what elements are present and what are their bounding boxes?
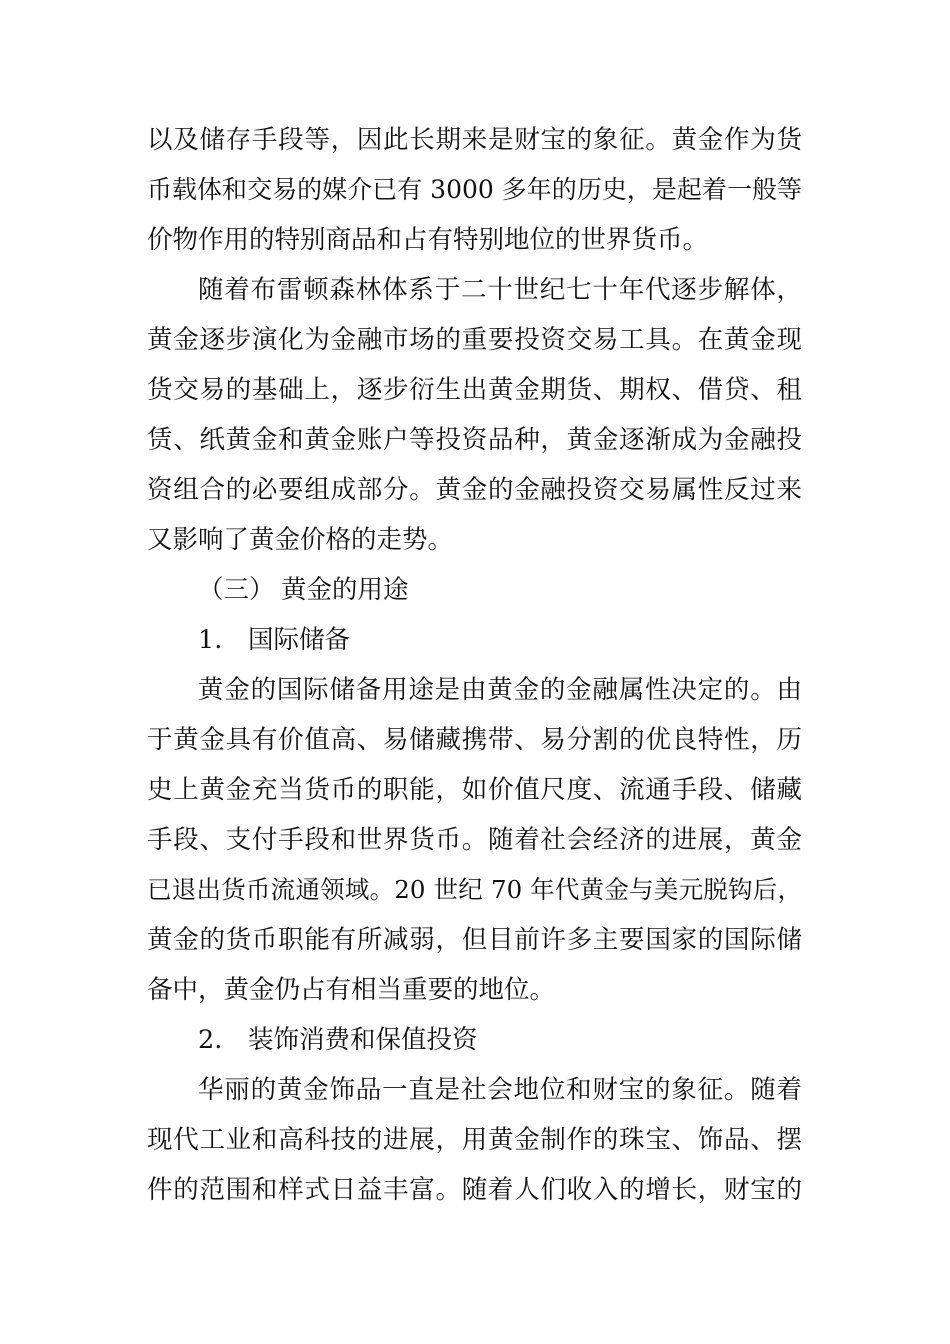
section-heading: [0, 565, 950, 615]
text-segment: 备中，黄金仍占有相当重要的地位。: [147, 975, 556, 1005]
text-segment: 随着布雷顿森林体系于二十世纪七十年代逐步解体，: [198, 275, 802, 305]
text-segment: 史上黄金充当货币的职能，如价值尺度、流通手段、储藏: [147, 775, 802, 805]
text-segment: 件的范围和样式日益丰富。随着人们收入的增长，财宝的: [147, 1175, 802, 1205]
body-text-line: [0, 1065, 950, 1115]
body-text-line: [0, 815, 950, 865]
text-segment: 于黄金具有价值高、易储藏携带、易分割的优良特性，历: [147, 725, 802, 755]
text-segment: 已退出货币流通领域。20 世纪 70 年代黄金与美元脱钩后，: [147, 875, 802, 904]
body-text-line: [0, 515, 950, 565]
subsection-title: 国际储备: [248, 625, 351, 655]
body-text-line: [0, 315, 950, 365]
text-segment: 黄金的货币职能有所减弱，但目前许多主要国家的国际储: [147, 925, 802, 955]
section-title: 黄金的用途: [281, 575, 409, 605]
body-text-line: [0, 165, 950, 215]
body-text-line: [0, 765, 950, 815]
subsection-title: 装饰消费和保值投资: [248, 1025, 478, 1055]
subsection-number: 2.: [198, 1025, 223, 1055]
body-text-line: [0, 415, 950, 465]
body-text-line: [0, 1165, 950, 1215]
text-segment: 货交易的基础上，逐步衍生出黄金期货、期权、借贷、租: [147, 375, 802, 405]
subsection-heading: [0, 1015, 950, 1065]
text-segment: 现代工业和高科技的进展，用黄金制作的珠宝、饰品、摆: [147, 1125, 802, 1155]
section-number: （三）: [198, 575, 275, 605]
text-segment: 华丽的黄金饰品一直是社会地位和财宝的象征。随着: [198, 1075, 802, 1105]
text-segment: 黄金逐步演化为金融市场的重要投资交易工具。在黄金现: [147, 325, 802, 355]
body-text-line: [0, 365, 950, 415]
body-text-line: [0, 265, 950, 315]
text-segment: 价物作用的特别商品和占有特别地位的世界货币。: [147, 225, 709, 255]
body-text-line: [0, 715, 950, 765]
body-text-line: [0, 1115, 950, 1165]
body-text-line: [0, 465, 950, 515]
text-segment: 手段、支付手段和世界货币。随着社会经济的进展，黄金: [147, 825, 802, 855]
body-text-line: [0, 215, 950, 265]
body-text-line: [0, 965, 950, 1015]
body-text-line: [0, 115, 950, 165]
body-text-line: [0, 915, 950, 965]
body-text-line: [0, 865, 950, 915]
body-text-line: [0, 665, 950, 715]
subsection-heading: [0, 615, 950, 665]
text-segment: 以及储存手段等，因此长期来是财宝的象征。黄金作为货: [147, 125, 802, 155]
text-segment: 赁、纸黄金和黄金账户等投资品种，黄金逐渐成为金融投: [147, 425, 802, 455]
text-segment: 黄金的国际储备用途是由黄金的金融属性决定的。由: [198, 675, 802, 705]
text-segment: 币载体和交易的媒介已有 3000 多年的历史，是起着一般等: [147, 175, 802, 204]
subsection-number: 1.: [198, 625, 223, 655]
text-segment: 资组合的必要组成部分。黄金的金融投资交易属性反过来: [147, 475, 802, 505]
text-segment: 又影响了黄金价格的走势。: [147, 525, 454, 555]
